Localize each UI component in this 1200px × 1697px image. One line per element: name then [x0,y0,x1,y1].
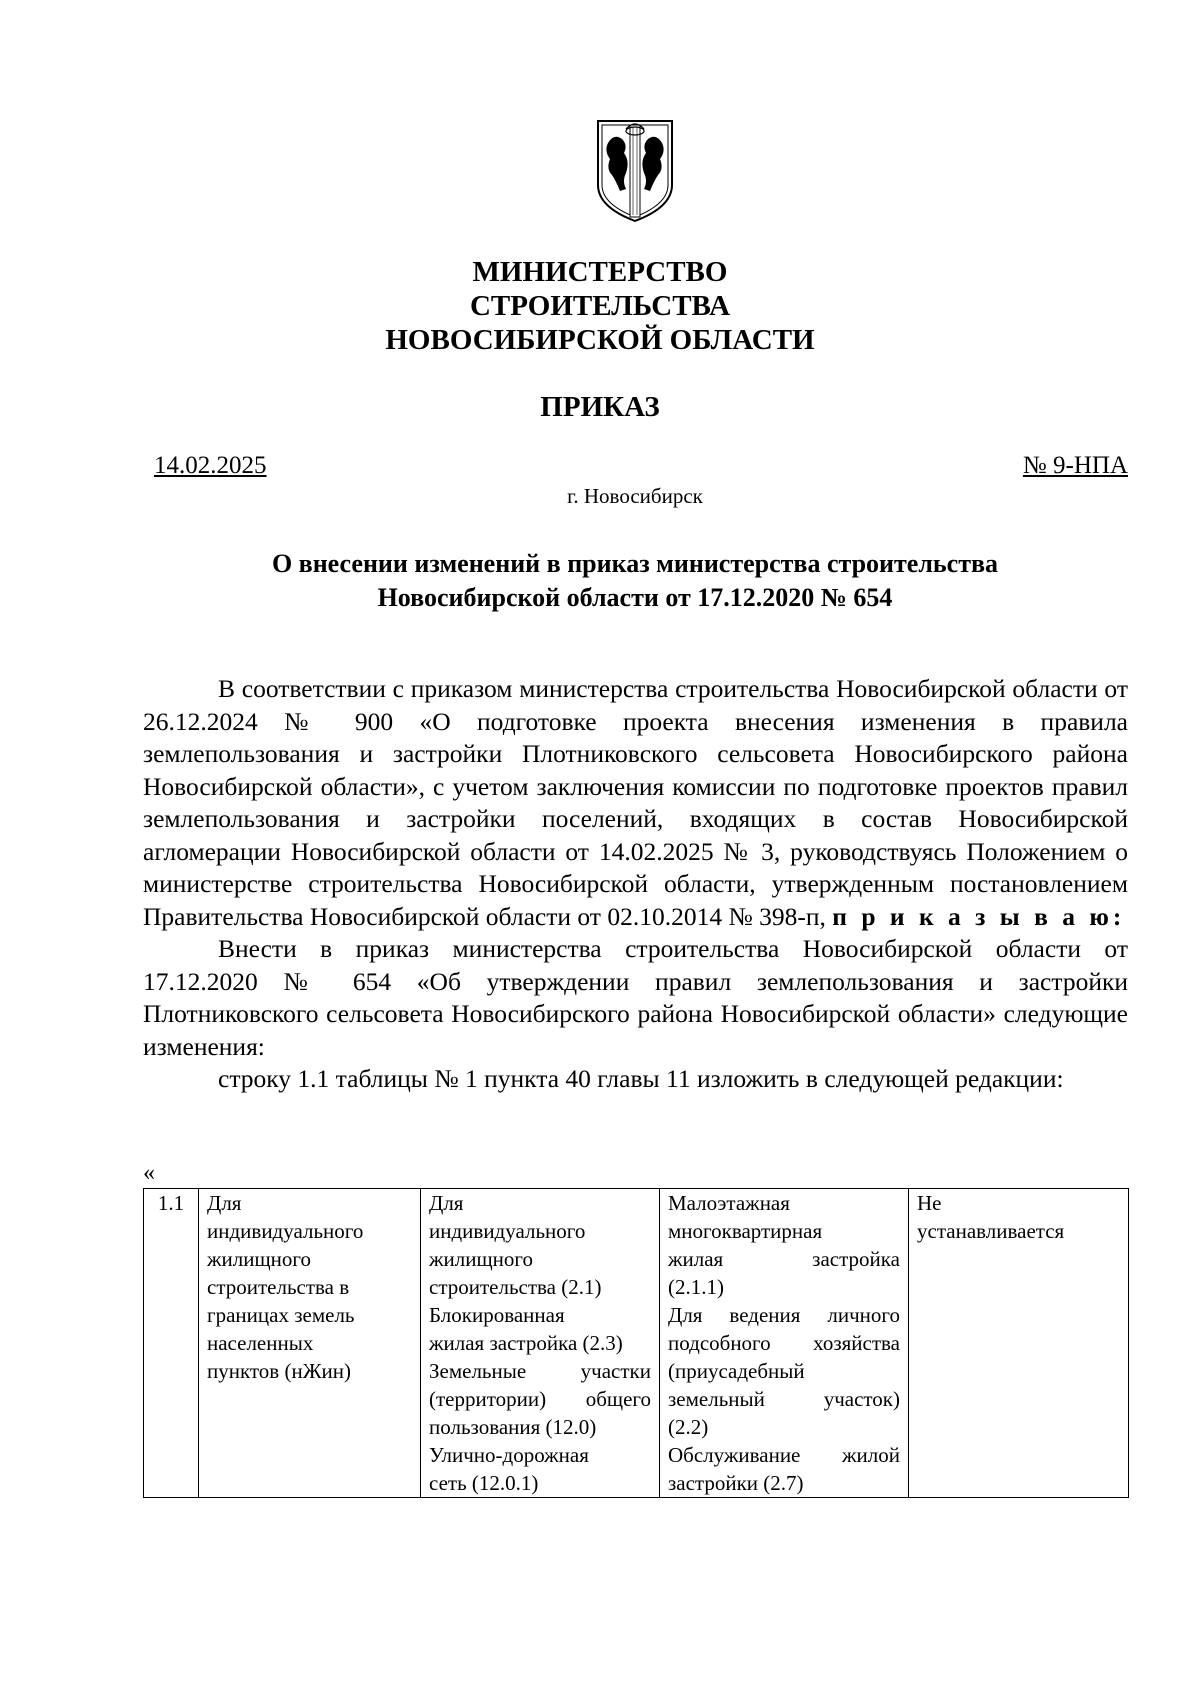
auxiliary-uses-cell [909,1189,1129,1498]
document-date: 14.02.2025 [154,452,267,479]
order-word: п р и к а з ы в а ю: [832,901,1126,931]
cell-line: Улично-дорожная [429,1443,589,1467]
cell-line: застройки (2.7) [668,1471,804,1495]
cell-line: границах земель [207,1303,355,1327]
ministry-line-2: СТРОИТЕЛЬСТВА [469,290,731,322]
cell-line: устанавливается [917,1219,1065,1243]
cell-line: Не [917,1191,942,1215]
paragraph-basis-text: В соответствии с приказом министерства строительства Новосибирской области от 26.12.2024 № 900 «О подготовке проекта внесения изменения в правила землепользования и застройки Плотниковского сельсовета Новосибирского района Новосибирской области», с учетом заключения комиссии по подготовке проектов правил землепользования и застройки поселений, входящих в состав Новосибирской агломерации Новосибирской области от 14.02.2025 № 3, руководствуясь Положением о министерстве строительства Новосибирской области, утвержденным постановлением Правительства Новосибирской области от 02.10.2014 № 398-п, [143,674,1128,931]
cell-line: жилищного [429,1247,533,1271]
paragraph-basis [143,673,1128,933]
paragraph-instruction: строку 1.1 таблицы № 1 пункта 40 главы 11 изложить в следующей редакции: [218,1064,1064,1093]
zone-cell [199,1189,421,1498]
cell-line: Малоэтажная [668,1191,790,1215]
cell-line: жилищного [207,1247,311,1271]
cell-line: строительства в [207,1275,350,1299]
cell-line: индивидуального [429,1219,586,1243]
cell-line: (приусадебный [668,1359,805,1383]
cell-line: пользования (12.0) [429,1415,597,1439]
cell-line: строительства (2.1) [429,1275,602,1299]
document-type-title: ПРИКАЗ [540,391,660,423]
cell-line: Для [429,1191,464,1215]
cell-line: Блокированная [429,1303,565,1327]
subject-line-2: Новосибирской области от 17.12.2020 № 654 [377,583,893,612]
document-body [143,673,1128,1096]
cell-line: (2.1.1) [668,1275,724,1299]
cell-line: Для ведения личного [668,1303,900,1327]
opening-quote: « [143,1160,155,1186]
subject-line-1: О внесении изменений в приказ министерства строительства [271,549,999,578]
cell-line: земельный участок) [668,1387,900,1411]
document-subject [0,547,1200,615]
cell-line: Земельные участки [429,1359,651,1383]
cell-line: (2.2) [668,1415,709,1439]
ministry-name [0,255,1200,357]
cell-line: Обслуживание жилой [668,1443,900,1467]
cell-line: сеть (12.0.1) [429,1471,539,1495]
zoning-table [143,1188,1129,1498]
cell-line: пунктов (нЖин) [207,1359,351,1383]
cell-line: Для [207,1191,242,1215]
cell-line: (территории) общего [429,1387,651,1411]
cell-line: жилая застройка (2.3) [429,1331,623,1355]
cell-line: многоквартирная [668,1219,823,1243]
paragraph-amendment: Внести в приказ министерства строительства Новосибирской области от 17.12.2020 № 654 «Об утверждении правил землепользования и застройки Плотниковского сельсовета Новосибирского района Новосибирской области» следующие изменения: [143,934,1128,1061]
cell-line: подсобного хозяйства [668,1331,900,1355]
ministry-line-1: МИНИСТЕРСТВО [472,256,728,288]
cell-line: жилая застройка [668,1247,900,1271]
row-number-cell: 1.1 [144,1189,199,1498]
document-city: г. Новосибирск [567,484,703,508]
main-uses-cell [421,1189,660,1498]
document-number: № 9-НПА [1022,452,1128,479]
cell-line: населенных [207,1331,314,1355]
ministry-line-3: НОВОСИБИРСКОЙ ОБЛАСТИ [385,324,815,356]
coat-of-arms-emblem [590,115,680,225]
table-row [144,1189,1129,1498]
conditional-uses-cell [660,1189,909,1498]
cell-line: индивидуального [207,1219,364,1243]
